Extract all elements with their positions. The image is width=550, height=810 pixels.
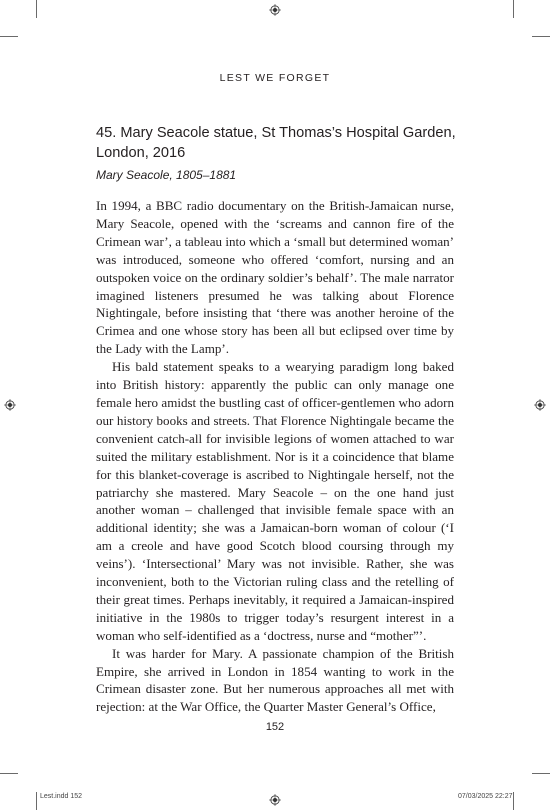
crop-mark [0, 773, 18, 774]
slug-timestamp: 07/03/2025 22:27 [458, 793, 513, 800]
chapter-heading: 45. Mary Seacole statue, St Thomas’s Hospital Garden, London, 2016 [96, 125, 456, 161]
registration-mark-icon [4, 399, 16, 411]
running-head: LEST WE FORGET [219, 72, 331, 84]
paragraph: In 1994, a BBC radio documentary on the British-Jamaican nurse, Mary Seacole, opened with the ‘screams and cannon fire of the Crimean war’, a tableau into which a ‘small but determined woman’ was introduced, someone who offered ‘comfort, nursing and an outspoken voice on the ordinary soldier’s behalf’. The male narrator imagined listeners presumed he was talking about Florence Nightingale, before insisting that ‘there was another heroine of the Crimea and one whose story has been all but eclipsed over time by the Lady with the Lamp’. [96, 198, 454, 357]
page-number: 152 [265, 721, 285, 733]
slug-filename: Lest.indd 152 [40, 793, 83, 800]
body-text [96, 197, 454, 716]
paragraph: His bald statement speaks to a wearying paradigm long baked into British history: apparently the public can only manage one female hero amidst the bustling cast of officer-gentlemen who adorn our history books and streets. That Florence Nightingale became the convenient catch-all for invisible legions of women attached to war suited the military establishment. Nor is it a coincidence that blame for this blanket-coverage is ascribed to Nightingale herself, not the patriarchy she mastered. Mary Seacole – on the one hand just another woman – challenged that invisible female space with an additional identity; she was a Jamaican-born woman of colour (‘I am a creole and have good Scotch blood coursing through my veins’). ‘Intersectional’ Mary was not invisible. Rather, she was inconvenient, both to the Victorian ruling class and the retelling of their great times. Perhaps inevitably, it required a Jamaican-inspired initiative in the 1980s to trigger today’s resurgent interest in a woman who self-identified as a ‘doctress, nurse and “mother”’. [96, 359, 454, 643]
registration-mark-icon [534, 399, 546, 411]
chapter-subheading: Mary Seacole, 1805–1881 [96, 168, 237, 182]
crop-mark [36, 792, 37, 810]
registration-mark-icon [269, 794, 281, 806]
paragraph: It was harder for Mary. A passionate champion of the British Empire, she arrived in London in 1854 wanting to work in the Crimean disaster zone. But her numerous approaches all met with rejection: at the War Office, the Quarter Master General’s Office, [96, 645, 454, 715]
crop-mark [532, 773, 550, 774]
crop-mark [0, 36, 18, 37]
registration-mark-icon [269, 4, 281, 16]
crop-mark [36, 0, 37, 18]
crop-mark [513, 792, 514, 810]
crop-mark [513, 0, 514, 18]
crop-mark [532, 36, 550, 37]
